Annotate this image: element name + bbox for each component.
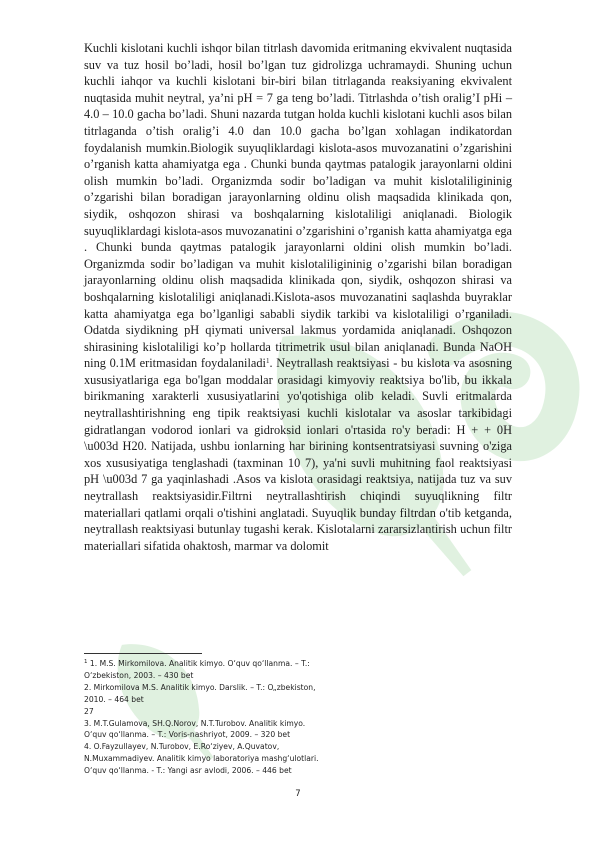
footnote-line: O‘quv qo‘llanma. - T.: Yangi asr avlodi, 2006. – 446 bet bbox=[84, 766, 292, 776]
body-text-part1: Kuchli kislotani kuchli ishqor bilan titrlash davomida eritmaning ekvivalent nuqtasida suv va tuz hosil bo’ladi, hosil bo’lgan tuz gidrolizga uchramaydi. Shuning uchun kuchli iahqor va kuchli kislotani bir-biri bilan titrlaganda reaksiyaning ekvivalent nuqtasida muhit neytral, ya’ni pH = 7 ga teng bo’ladi. Titrlashda o’tish oralig’I pHi – 4.0 – 10.0 gacha bo’ladi. Shuni nazarda tutgan holda kuchli kislotani kuchli asos bilan titrlaganda o’tish oralig’i 4.0 dan 10.0 gacha bo’lgan xohlagan indikatordan foydalanish mumkin.Biologik suyuqliklardagi kislota-asos muvozanatini o’zgarishini o’rganish katta ahamiyatga ega . Chunki bunda qaytmas patalogik jarayonlarni oldini olish mumkin bo’ladi. Organizmda sodir bo’ladigan va muhit kislotaliligininig o’zgarishi bilan boradigan jarayonlarning oldinu olish maqsadida klinikada qon, siydik, oshqozon shirasi va boshqalarning kislotaliligi aniqlanadi. Biologik suyuqliklardagi kislota-asos muvozanatini o’zgarishini o’rganish katta ahamiyatga ega . Chunki bunda qaytmas patalogik jarayonlarni oldini olish mumkin bo’ladi. Organizmda sodir bo’ladigan va muhit kislotaliligininig o’zgarishi bilan boradigan jarayonlarning oldinu olish maqsadida klinikada qon, siydik, oshqozon shirasi va boshqalarning kislotaliligi aniqlanadi.Kislota-asos muvozanatini saqlashda buyraklar katta ahamiyatga ega bo’lganligi sababli siydik tarkibi va kislotaliligi o’rganiladi. Odatda siydikning pH qiymati universal lakmus yordamida aniqlanadi. Oshqozon shirasining kislotaliligi ko’p hollarda titrimetrik usul bilan aniqlanadi. Bunda NaOH ning 0.1M eritmasidan foydalaniladi bbox=[84, 41, 512, 371]
footnote-divider bbox=[84, 653, 202, 654]
footnote-line: $^1$ 1. M.S. Mirkomilova. Analitik kimyo. O‘quv qo‘llanma. – T.: bbox=[84, 659, 310, 668]
footnote-line: 2. Mirkomilova M.S. Analitik kimyo. Darslik. – T.: O„zbekiston, bbox=[84, 682, 316, 692]
footnote-line: 3. M.T.Gulamova, SH.Q.Norov, N.T.Turobov. Analitik kimyo. bbox=[84, 718, 306, 728]
footnote-line: O‘zbekiston, 2003. – 430 bet bbox=[84, 670, 194, 680]
footnote-line: 27 bbox=[84, 706, 94, 716]
body-text-part2: . Neytrallash reaktsiyasi - bu kislota va asosning xususiyatlariga ega bo'lgan moddalar orasidagi kimyoviy reaktsiya bo'lib, bu ikkala birikmaning xarakterli xususiyatlarini yo'qotishiga olib keladi. Suvli eritmalarda neytrallashtirishning eng tipik reaktsiyasi kuchli kislotalar va asoslar tarkibidagi gidratlangan vodorod ionlari va gidroksid ionlari o'rtasida ro'y beradi: H + + 0H \u003d H20. Natijada, ushbu ionlarning har birining kontsentratsiyasi suvning o'ziga xos xususiyatiga tenglashadi (taxminan 10 7), ya'ni suvli muhitning faol reaktsiyasi pH \u003d 7 ga yaqinlashadi .Asos va kislota orasidagi reaktsiya, natijada tuz va suv neytrallash reaktsiyasidir.Filtrni neytrallashtirish chiqindi suyuqlikning filtr materiallari qatlami orqali o'tishini anglatadi. Suyuqlik bunday filtrdan o'tib ketganda, neytrallash reaktsiyasi butunlay tugashi kerak. Kislotalarni zararsizlantirish uchun filtr materiallari sifatida ohaktosh, marmar va dolomit bbox=[84, 356, 512, 553]
footnote-reference[interactable]: 1 bbox=[266, 357, 270, 366]
footnotes bbox=[84, 658, 512, 777]
body-paragraph bbox=[84, 40, 512, 554]
footnote-mark: 1 bbox=[84, 659, 88, 665]
footnote-line: N.Muxammadiyev. Analitik kimyo laboratoriya mashg‘ulotlari. bbox=[84, 754, 319, 764]
footnote-line: O‘quv qo‘llanma. – T.: Voris-nashriyot, 2009. – 320 bet bbox=[84, 730, 291, 740]
footnote-line: 2010. – 464 bet bbox=[84, 694, 144, 704]
page-number: 7 bbox=[295, 789, 301, 799]
body-text bbox=[84, 40, 512, 554]
footnote-line: 4. O.Fayzullayev, N.Turobov, E.Ro‘ziyev, A.Quvatov, bbox=[84, 742, 280, 752]
